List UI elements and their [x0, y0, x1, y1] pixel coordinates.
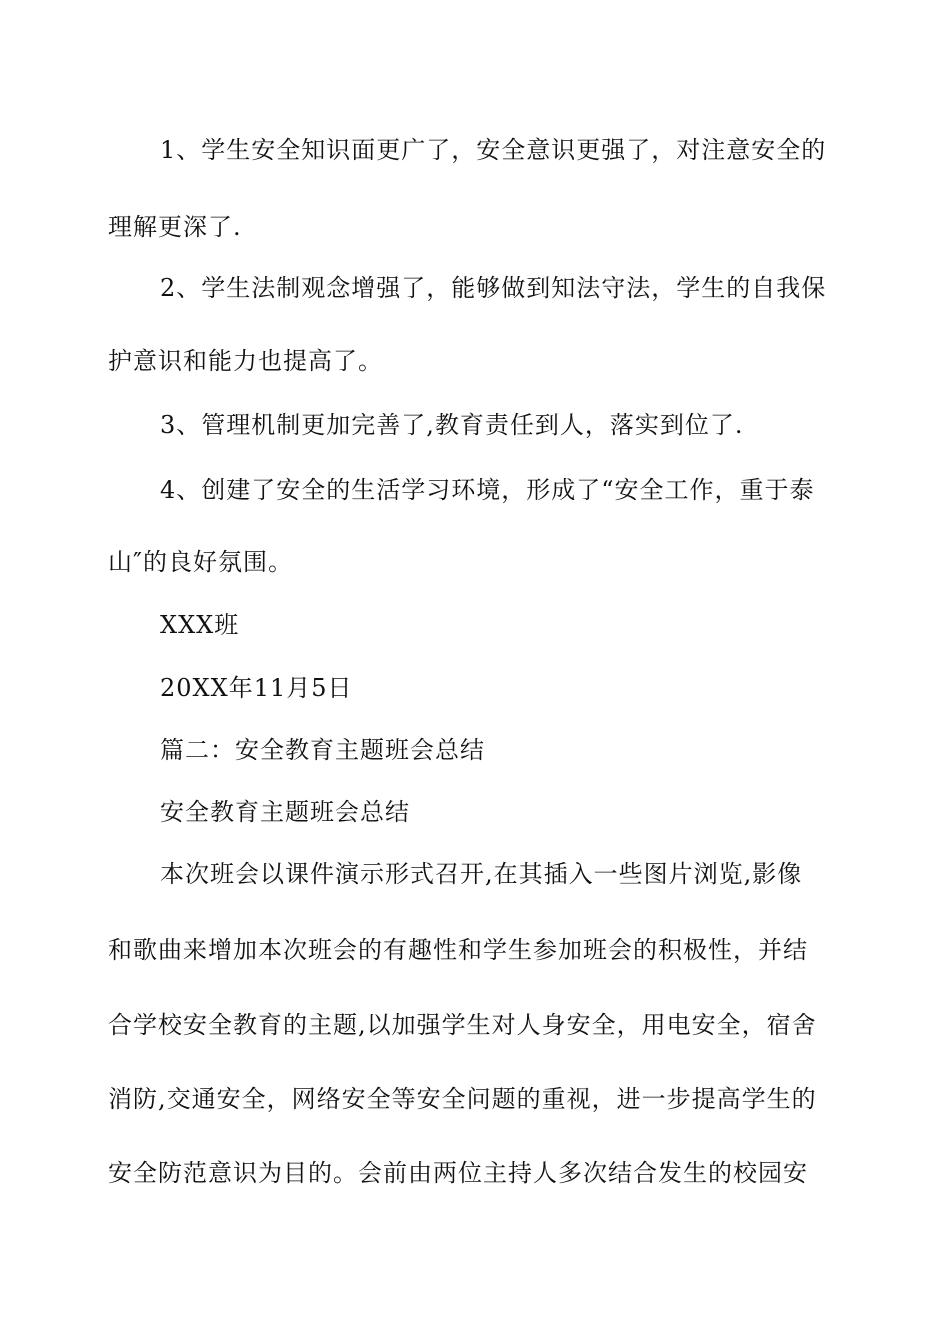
- paragraph-line: 4、创建了安全的生活学习环境，形成了“安全工作，重于泰: [160, 476, 815, 504]
- paragraph-line: 合学校安全教育的主题,以加强学生对人身安全，用电安全，宿舍: [108, 1011, 817, 1039]
- signature-date: 20XX年11月5日: [160, 674, 353, 702]
- paragraph-line: 3、管理机制更加完善了,教育责任到人，落实到位了.: [160, 411, 744, 439]
- section-heading: 篇二：安全教育主题班会总结: [160, 736, 485, 764]
- signature-class: XXX班: [160, 611, 240, 639]
- paragraph-line: 1、学生安全知识面更广了，安全意识更强了，对注意安全的: [160, 136, 827, 164]
- paragraph-line: 山″的良好氛围。: [108, 548, 293, 576]
- paragraph-line: 安全防范意识为目的。会前由两位主持人多次结合发生的校园安: [108, 1159, 808, 1187]
- paragraph-line: 理解更深了.: [108, 213, 242, 241]
- paragraph-line: 护意识和能力也提高了。: [108, 347, 383, 375]
- paragraph-line: 消防,交通安全，网络安全等安全问题的重视，进一步提高学生的: [108, 1085, 817, 1113]
- paragraph-line: 和歌曲来增加本次班会的有趣性和学生参加班会的积极性，并结: [108, 936, 808, 964]
- paragraph-line: 2、学生法制观念增强了，能够做到知法守法，学生的自我保: [160, 274, 827, 302]
- section-title: 安全教育主题班会总结: [160, 798, 410, 826]
- paragraph-line: 本次班会以课件演示形式召开,在其插入一些图片浏览,影像: [160, 860, 803, 888]
